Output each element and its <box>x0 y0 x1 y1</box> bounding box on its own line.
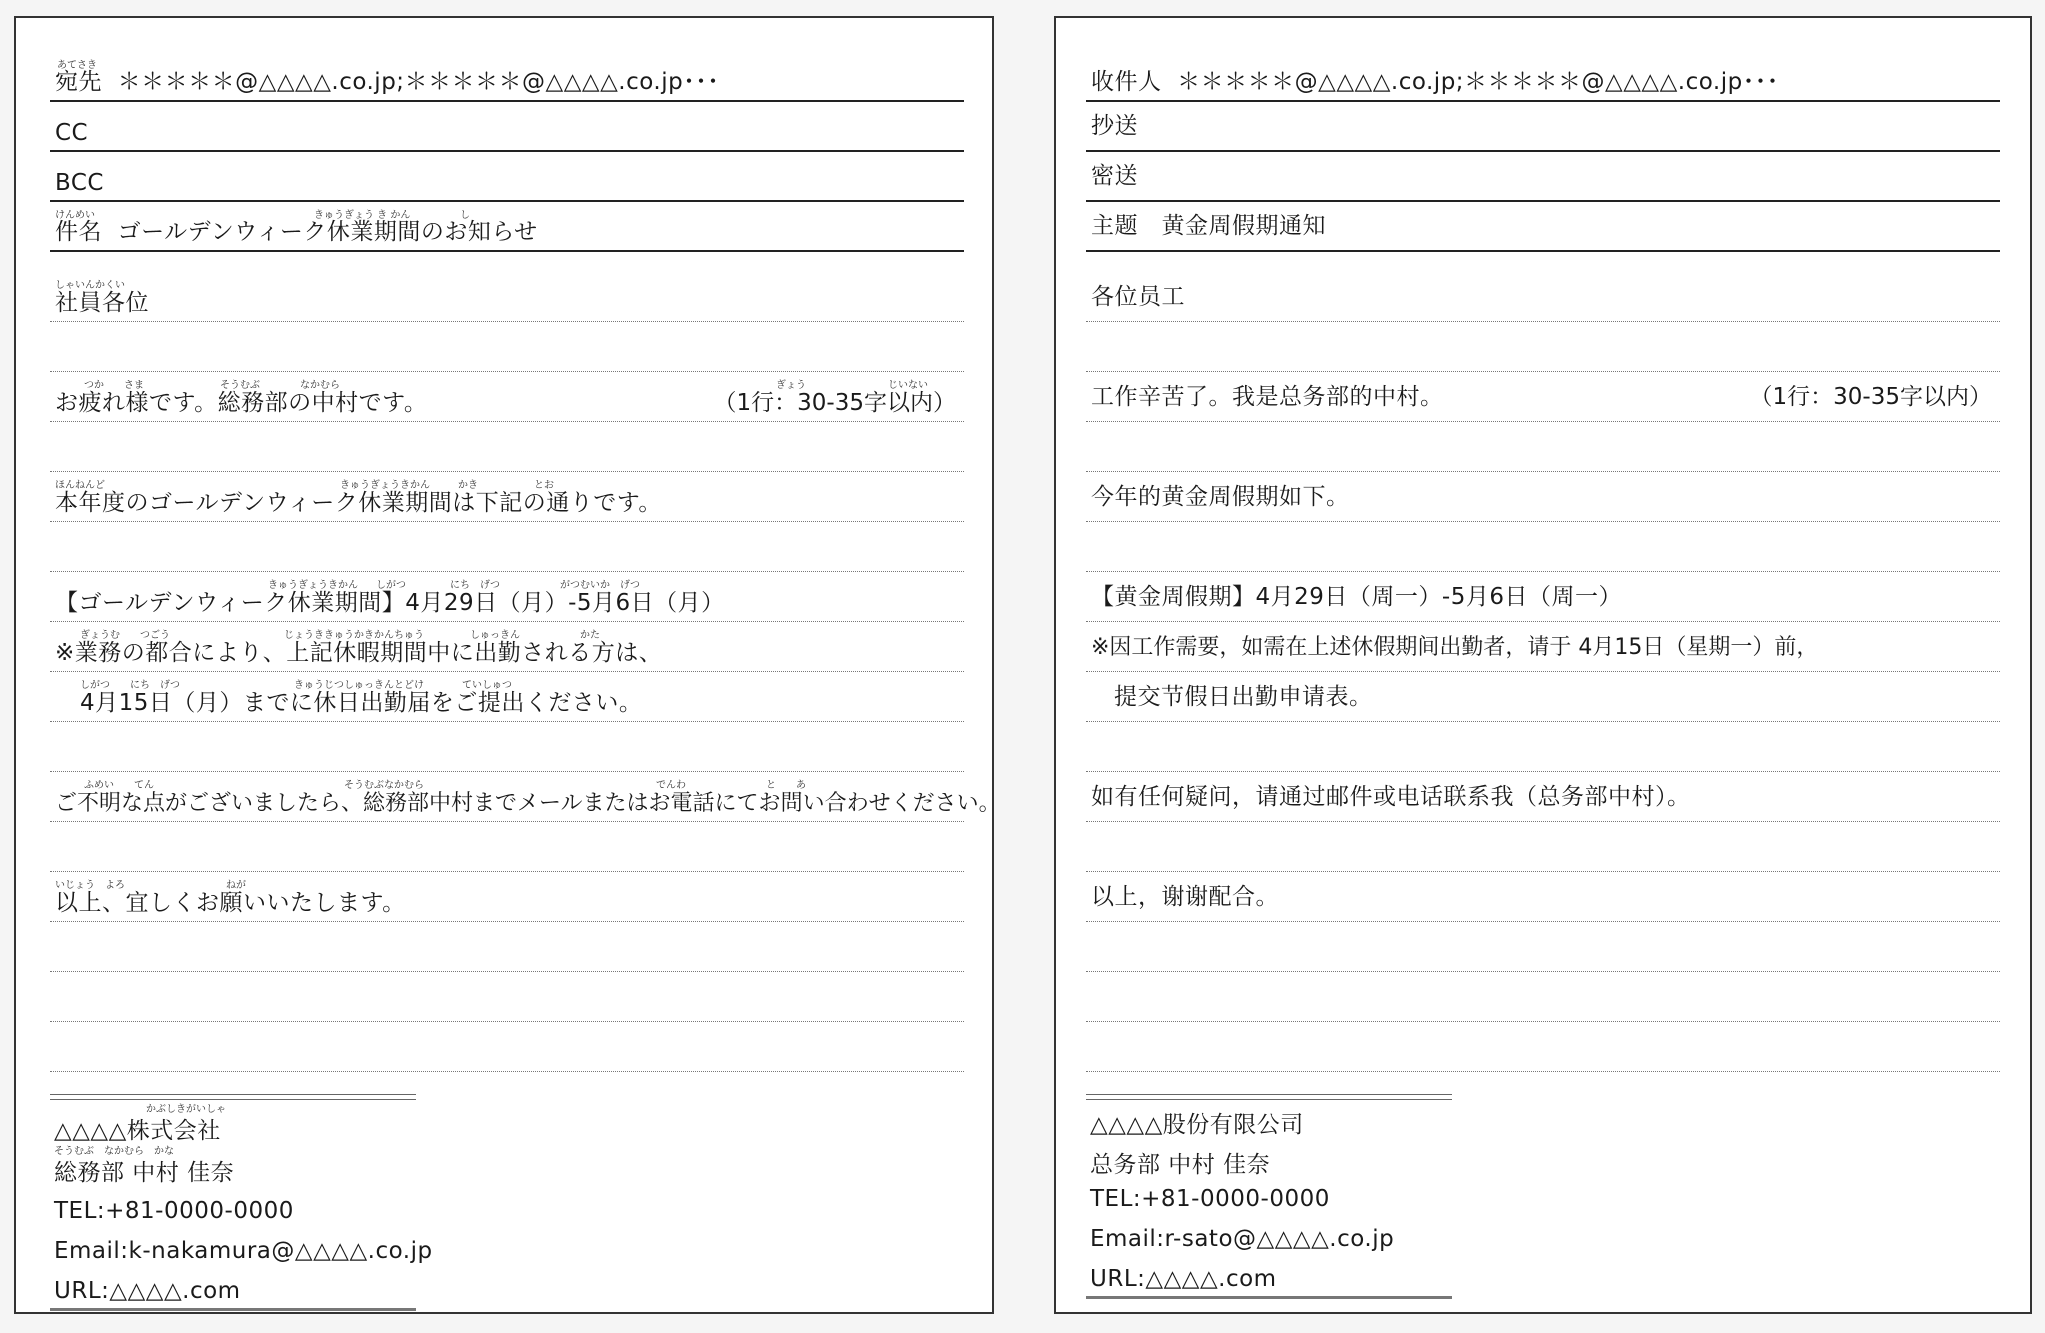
signature-email[interactable]: Email:k-nakamura@△△△△.co.jp <box>54 1238 433 1264</box>
cc-field[interactable] <box>1086 102 2000 152</box>
bcc-field[interactable] <box>1086 152 2000 202</box>
subject-ruby-1: きゅうぎょう き かん <box>314 210 411 221</box>
notice2-ruby-2: きゅうじつしゅっきんとどけ <box>294 680 424 691</box>
body-line-blank <box>1086 422 2000 472</box>
intro-text: 工作辛苦了。我是总务部的中村。 <box>1091 384 1444 410</box>
body-line-greeting <box>1086 272 2000 322</box>
contact-ruby-2: そうむぶなかむら <box>344 780 424 791</box>
to-field[interactable] <box>1086 52 2000 102</box>
to-value: ＊＊＊＊＊@△△△△.co.jp;＊＊＊＊＊@△△△△.co.jp･･･ <box>1177 69 1779 95</box>
signature-bottom-rule <box>1086 1296 1452 1299</box>
signature-email[interactable]: Email:r-sato@△△△△.co.jp <box>1090 1226 1395 1252</box>
cc-field[interactable] <box>50 102 964 152</box>
signature-name: 总务部 中村 佳奈 <box>1090 1152 1271 1178</box>
notice2-ruby-1: しがつ にち げつ <box>80 680 180 691</box>
subject-label: 主题 <box>1091 213 1138 239</box>
greeting-text: 各位员工 <box>1091 284 1185 310</box>
intro-ruby-3: なかむら <box>300 380 340 391</box>
closing-text: 以上、宜しくお願いいたします。 <box>55 890 406 916</box>
cc-label: 抄送 <box>1091 113 1138 139</box>
signature-url[interactable]: URL:△△△△.com <box>1090 1266 1277 1292</box>
body-line-blank <box>1086 722 2000 772</box>
body-line-notice-1 <box>50 622 964 672</box>
body-line-blank <box>1086 972 2000 1022</box>
subject-field[interactable] <box>50 202 964 252</box>
notice-ruby-3: しゅっきん <box>470 630 520 641</box>
to-value: ＊＊＊＊＊@△△△△.co.jp;＊＊＊＊＊@△△△△.co.jp･･･ <box>117 69 720 95</box>
cc-label: CC <box>55 120 89 146</box>
period-ruby-3: かき <box>458 480 478 491</box>
signature-bottom-rule <box>50 1308 416 1311</box>
period-ruby-4: とお <box>534 480 554 491</box>
japanese-email-template <box>14 16 1001 1314</box>
to-label: 收件人 <box>1091 69 1162 95</box>
body-line-greeting <box>50 272 964 322</box>
notice-text-2: 提交节假日出勤申请表。 <box>1114 684 1373 710</box>
intro-ruby-1: つか さま <box>84 380 144 391</box>
body-line-blank <box>1086 522 2000 572</box>
body-line-blank <box>50 922 964 972</box>
body-line-period <box>50 472 964 522</box>
notice-ruby-2: じょうききゅうかきかんちゅう <box>284 630 424 641</box>
body-line-blank <box>1086 1022 2000 1072</box>
dates-ruby-2: しがつ <box>376 580 406 591</box>
body-line-dates <box>1086 572 2000 622</box>
body-line-closing <box>50 872 964 922</box>
length-note: （1行：30-35字以内） <box>713 390 956 416</box>
body-line-blank <box>1086 922 2000 972</box>
body-line-blank <box>50 722 964 772</box>
subject-field[interactable] <box>1086 202 2000 252</box>
contact-ruby-3: でんわ <box>656 780 686 791</box>
company-ruby: かぶしきがいしゃ <box>146 1104 226 1115</box>
body-line-closing <box>1086 872 2000 922</box>
greeting-text: 社員各位 <box>55 290 149 316</box>
notice2-ruby-3: ていしゅつ <box>462 680 512 691</box>
intro-text: お疲れ様です。総務部の中村です。 <box>55 390 428 416</box>
closing-text: 以上，谢谢配合。 <box>1091 884 1279 910</box>
period-ruby-2: きゅうぎょうきかん <box>340 480 430 491</box>
subject-label: 件名 <box>55 219 102 245</box>
notice-text-1: ※因工作需要，如需在上述休假期间出勤者，请于 4月15日（星期一）前， <box>1091 635 1819 660</box>
contact-text: ご不明な点がございましたら、総務部中村までメールまたはお電話にてお問い合わせください。 <box>55 791 1001 816</box>
notice-ruby-4: かた <box>580 630 600 641</box>
signature-company: △△△△股份有限公司 <box>1090 1112 1304 1138</box>
length-note: （1行：30-35字以内） <box>1749 384 1992 410</box>
bcc-label: BCC <box>55 170 104 196</box>
subject-value: ゴールデンウィーク休業期間のお知らせ <box>117 219 538 245</box>
dates-ruby-4: がつむいか げつ <box>560 580 640 591</box>
to-field[interactable] <box>50 52 964 102</box>
signature-tel: TEL:+81-0000-0000 <box>1090 1186 1330 1212</box>
bcc-label: 密送 <box>1091 163 1138 189</box>
subject-ruby-2: し <box>460 210 470 221</box>
body-line-intro <box>50 372 964 422</box>
greeting-ruby: しゃいんかくい <box>55 280 125 291</box>
signature-tel: TEL:+81-0000-0000 <box>54 1198 294 1224</box>
body-line-notice-2 <box>1086 672 2000 722</box>
closing-ruby-2: ねが <box>226 880 246 891</box>
body-line-blank <box>50 522 964 572</box>
to-label: 宛先 <box>55 69 102 95</box>
period-ruby-1: ほんねんど <box>55 480 105 491</box>
contact-ruby-4: と あ <box>766 780 806 791</box>
dates-ruby-3: にち げつ <box>450 580 500 591</box>
body-line-intro <box>1086 372 2000 422</box>
note-ruby-1: ぎょう <box>776 380 806 391</box>
body-line-dates <box>50 572 964 622</box>
body-line-blank <box>1086 822 2000 872</box>
signature-top-rule <box>50 1094 416 1100</box>
signature-company: △△△△株式会社 <box>54 1118 221 1144</box>
dates-ruby-1: きゅうぎょうきかん <box>268 580 358 591</box>
signature-name: 総務部 中村 佳奈 <box>54 1160 235 1186</box>
closing-ruby-1: いじょう よろ <box>55 880 125 891</box>
body-line-blank <box>50 1022 964 1072</box>
note-ruby-2: じいない <box>888 380 928 391</box>
dates-text: 【黄金周假期】4月29日（周一）-5月6日（周一） <box>1091 584 1622 610</box>
notice-text-2: 4月15日（月）までに休日出勤届をご提出ください。 <box>80 690 643 716</box>
body-line-blank <box>50 822 964 872</box>
body-line-blank <box>50 972 964 1022</box>
body-line-blank <box>50 322 964 372</box>
period-text: 本年度のゴールデンウィーク休業期間は下記の通りです。 <box>55 490 662 516</box>
period-text: 今年的黄金周假期如下。 <box>1091 484 1350 510</box>
signature-top-rule <box>1086 1094 1452 1100</box>
to-label-ruby: あてさき <box>57 60 97 71</box>
body-line-contact <box>1086 772 2000 822</box>
body-line-notice-1 <box>1086 622 2000 672</box>
dates-text: 【ゴールデンウィーク休業期間】4月29日（月）-5月6日（月） <box>55 590 725 616</box>
notice-text-1: ※業務の都合により、上記休暇期間中に出勤される方は、 <box>55 640 663 666</box>
intro-ruby-2: そうむぶ <box>220 380 260 391</box>
body-line-blank <box>50 422 964 472</box>
body-line-blank <box>1086 322 2000 372</box>
subject-value: 黄金周假期通知 <box>1161 213 1326 239</box>
bcc-field[interactable] <box>50 152 964 202</box>
chinese-email-template <box>1054 16 2032 1314</box>
signature-url[interactable]: URL:△△△△.com <box>54 1278 241 1304</box>
notice-ruby-1: ぎょうむ つごう <box>80 630 170 641</box>
contact-ruby-1: ふめい てん <box>84 780 154 791</box>
body-line-notice-2 <box>50 672 964 722</box>
subject-label-ruby: けんめい <box>55 210 95 221</box>
name-ruby: そうむぶ なかむら かな <box>54 1146 174 1157</box>
body-line-period <box>1086 472 2000 522</box>
contact-text: 如有任何疑问，请通过邮件或电话联系我（总务部中村）。 <box>1091 784 1691 810</box>
body-line-contact <box>50 772 1001 822</box>
